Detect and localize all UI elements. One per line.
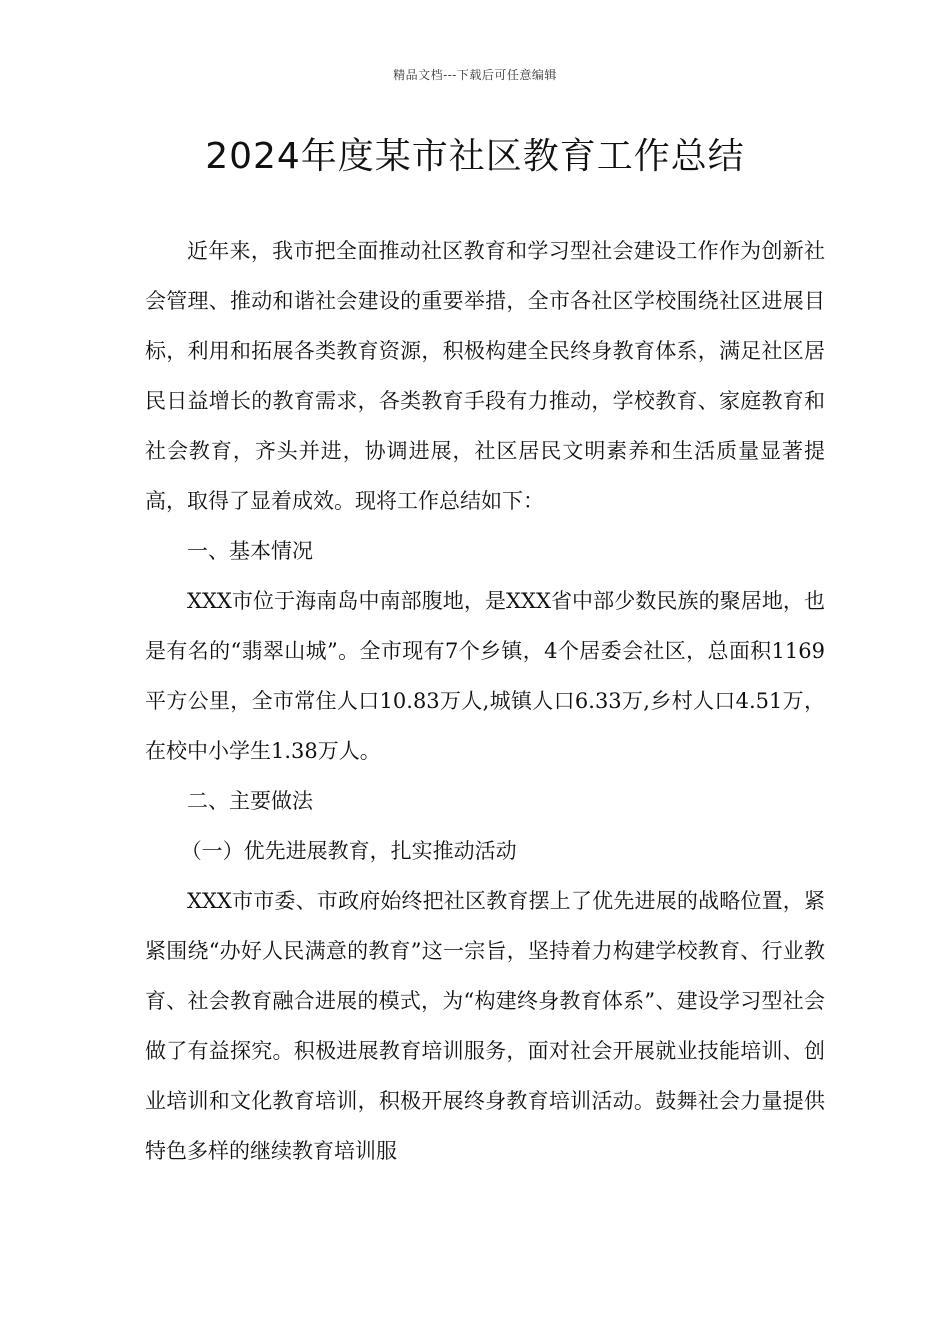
section-heading-basic-situation: 一、基本情况 [187, 539, 313, 563]
basic-situation-paragraph: XXX市位于海南岛中南部腹地，是XXX省中部少数民族的聚居地，也是有名的“翡翠山城”。全市现有7个乡镇，4个居委会社区，总面积1169平方公里，全市常住人口10.83万人,城镇人口6.33万,乡村人口4.51万，在校中小学生1.38万人。 [145, 589, 825, 763]
document-title: 2024年度某市社区教育工作总结 [205, 136, 745, 177]
priority-education-paragraph: XXX市市委、市政府始终把社区教育摆上了优先进展的战略位置，紧紧围绕“办好人民满意的教育”这一宗旨，坚持着力构建学校教育、行业教育、社会教育融合进展的模式，为“构建终身教育体系”、建设学习型社会做了有益探究。积极进展教育培训服务，面对社会开展就业技能培训、创业培训和文化教育培训，积极开展终身教育培训活动。鼓舞社会力量提供特色多样的继续教育培训服 [145, 889, 825, 1163]
section-heading-main-practices: 二、主要做法 [187, 789, 313, 813]
intro-paragraph: 近年来，我市把全面推动社区教育和学习型社会建设工作作为创新社会管理、推动和谐社会建设的重要举措，全市各社区学校围绕社区进展目标，利用和拓展各类教育资源，积极构建全民终身教育体系，满足社区居民日益增长的教育需求，各类教育手段有力推动，学校教育、家庭教育和社会教育，齐头并进，协调进展，社区居民文明素养和生活质量显著提高，取得了显着成效。现将工作总结如下： [145, 239, 825, 513]
document-body [145, 226, 825, 1176]
header-note: 精品文档---下载后可任意编辑 [393, 68, 557, 82]
subsection-heading-priority-education: （一）优先进展教育，扎实推动活动 [180, 839, 517, 863]
